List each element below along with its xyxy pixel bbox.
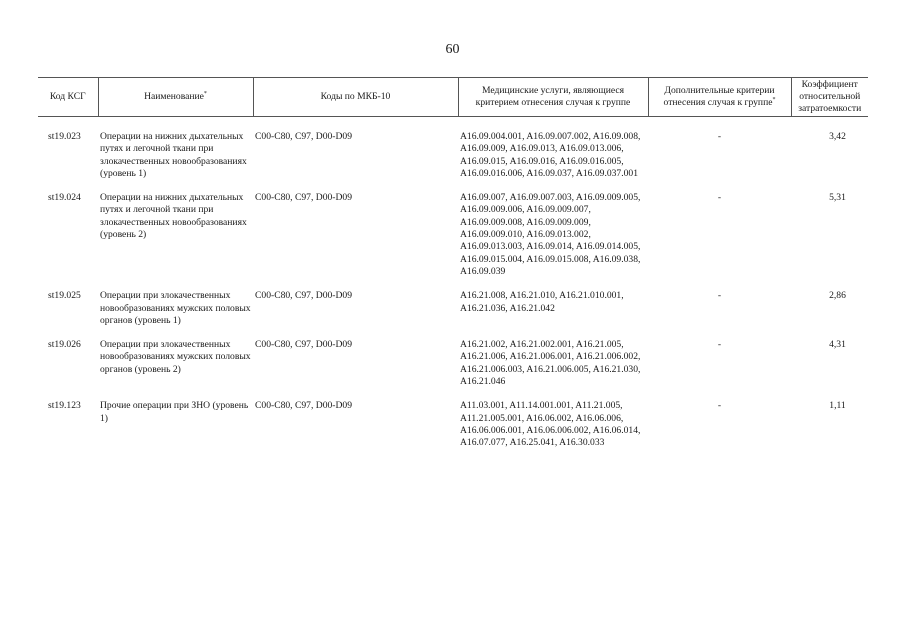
- cell-mkb: C00-C80, C97, D00-D09: [255, 339, 353, 351]
- cell-mkb: C00-C80, C97, D00-D09: [255, 131, 353, 142]
- cell-services: A11.03.001, A11.14.001.001, A11.21.005, A11.21.005.001, A16.06.002, A16.06.006, A16.06.006.001, A16.06.006.002, A16.06.014, A16.07.077, A16.25.041, A16.30.033: [460, 400, 641, 449]
- cell-name: Операции при злокачественных новообразованиях мужских половых органов (уровень 1): [100, 290, 251, 326]
- cell-name: Операции при злокачественных новообразованиях мужских половых органов (уровень 2): [100, 339, 251, 375]
- table-row: [38, 192, 868, 290]
- header-name: Наименование*: [98, 78, 253, 117]
- cell-extra-criteria: -: [717, 192, 722, 204]
- cell-extra-criteria: -: [717, 131, 722, 142]
- cell-coefficient: 4,31: [829, 339, 846, 351]
- cell-services: A16.09.007, A16.09.007.003, A16.09.009.005, A16.09.009.006, A16.09.009.007, A16.09.009.008, A16.09.009.009, A16.09.009.010, A16.09.013.002, A16.09.013.003, A16.09.014, A16.09.014.005, A16.09.015.004, A16.09.015.008, A16.09.038, A16.09.039: [460, 192, 641, 277]
- cell-services: A16.21.008, A16.21.010, A16.21.010.001, A16.21.036, A16.21.042: [460, 290, 624, 314]
- header-extra-criteria: Дополнительные критерии отнесения случая к группе*: [648, 78, 791, 117]
- table-row: [38, 290, 868, 339]
- cell-name: Операции на нижних дыхательных путях и легочной ткани при злокачественных новообразованиях (уровень 1): [100, 131, 247, 179]
- cell-services: A16.21.002, A16.21.002.001, A16.21.005, A16.21.006, A16.21.006.001, A16.21.006.002, A16.21.006.003, A16.21.006.005, A16.21.030, A16.21.046: [460, 339, 641, 388]
- cell-coefficient: 2,86: [829, 290, 846, 302]
- header-code: Код КСГ: [38, 78, 98, 117]
- table-header: [38, 78, 868, 117]
- table-row: [38, 339, 868, 400]
- cell-coefficient: 5,31: [829, 192, 846, 204]
- cell-extra-criteria: -: [717, 339, 722, 351]
- header-coefficient: Коэффициент относительной затратоемкости: [791, 78, 868, 117]
- page-number: 60: [445, 42, 460, 57]
- cell-code: st19.023: [48, 131, 81, 142]
- cell-name: Операции на нижних дыхательных путях и легочной ткани при злокачественных новообразованиях (уровень 2): [100, 192, 247, 241]
- header-name-footnote-mark: *: [203, 90, 207, 97]
- cell-code: st19.025: [48, 290, 81, 302]
- cell-coefficient: 3,42: [829, 131, 846, 142]
- cell-code: st19.123: [48, 400, 81, 412]
- cell-code: st19.026: [48, 339, 81, 351]
- cell-code: st19.024: [48, 192, 81, 204]
- cell-extra-criteria: -: [717, 400, 722, 412]
- table-body: [38, 117, 868, 462]
- table-row: [38, 117, 868, 193]
- table-row: [38, 400, 868, 461]
- cell-name: Прочие операции при ЗНО (уровень 1): [100, 400, 249, 424]
- header-extra-footnote-mark: *: [772, 96, 776, 103]
- cell-extra-criteria: -: [717, 290, 722, 302]
- cell-mkb: C00-C80, C97, D00-D09: [255, 290, 353, 302]
- cell-mkb: C00-C80, C97, D00-D09: [255, 400, 353, 412]
- ksg-table: [38, 77, 868, 462]
- cell-coefficient: 1,11: [829, 400, 846, 412]
- cell-services: A16.09.004.001, A16.09.007.002, A16.09.008, A16.09.009, A16.09.013, A16.09.013.006, A16.09.015, A16.09.016, A16.09.016.005, A16.09.016.006, A16.09.037, A16.09.037.001: [460, 131, 641, 179]
- header-mkb: Коды по МКБ-10: [253, 78, 458, 117]
- cell-mkb: C00-C80, C97, D00-D09: [255, 192, 353, 204]
- header-services: Медицинские услуги, являющиеся критерием отнесения случая к группе: [458, 78, 648, 117]
